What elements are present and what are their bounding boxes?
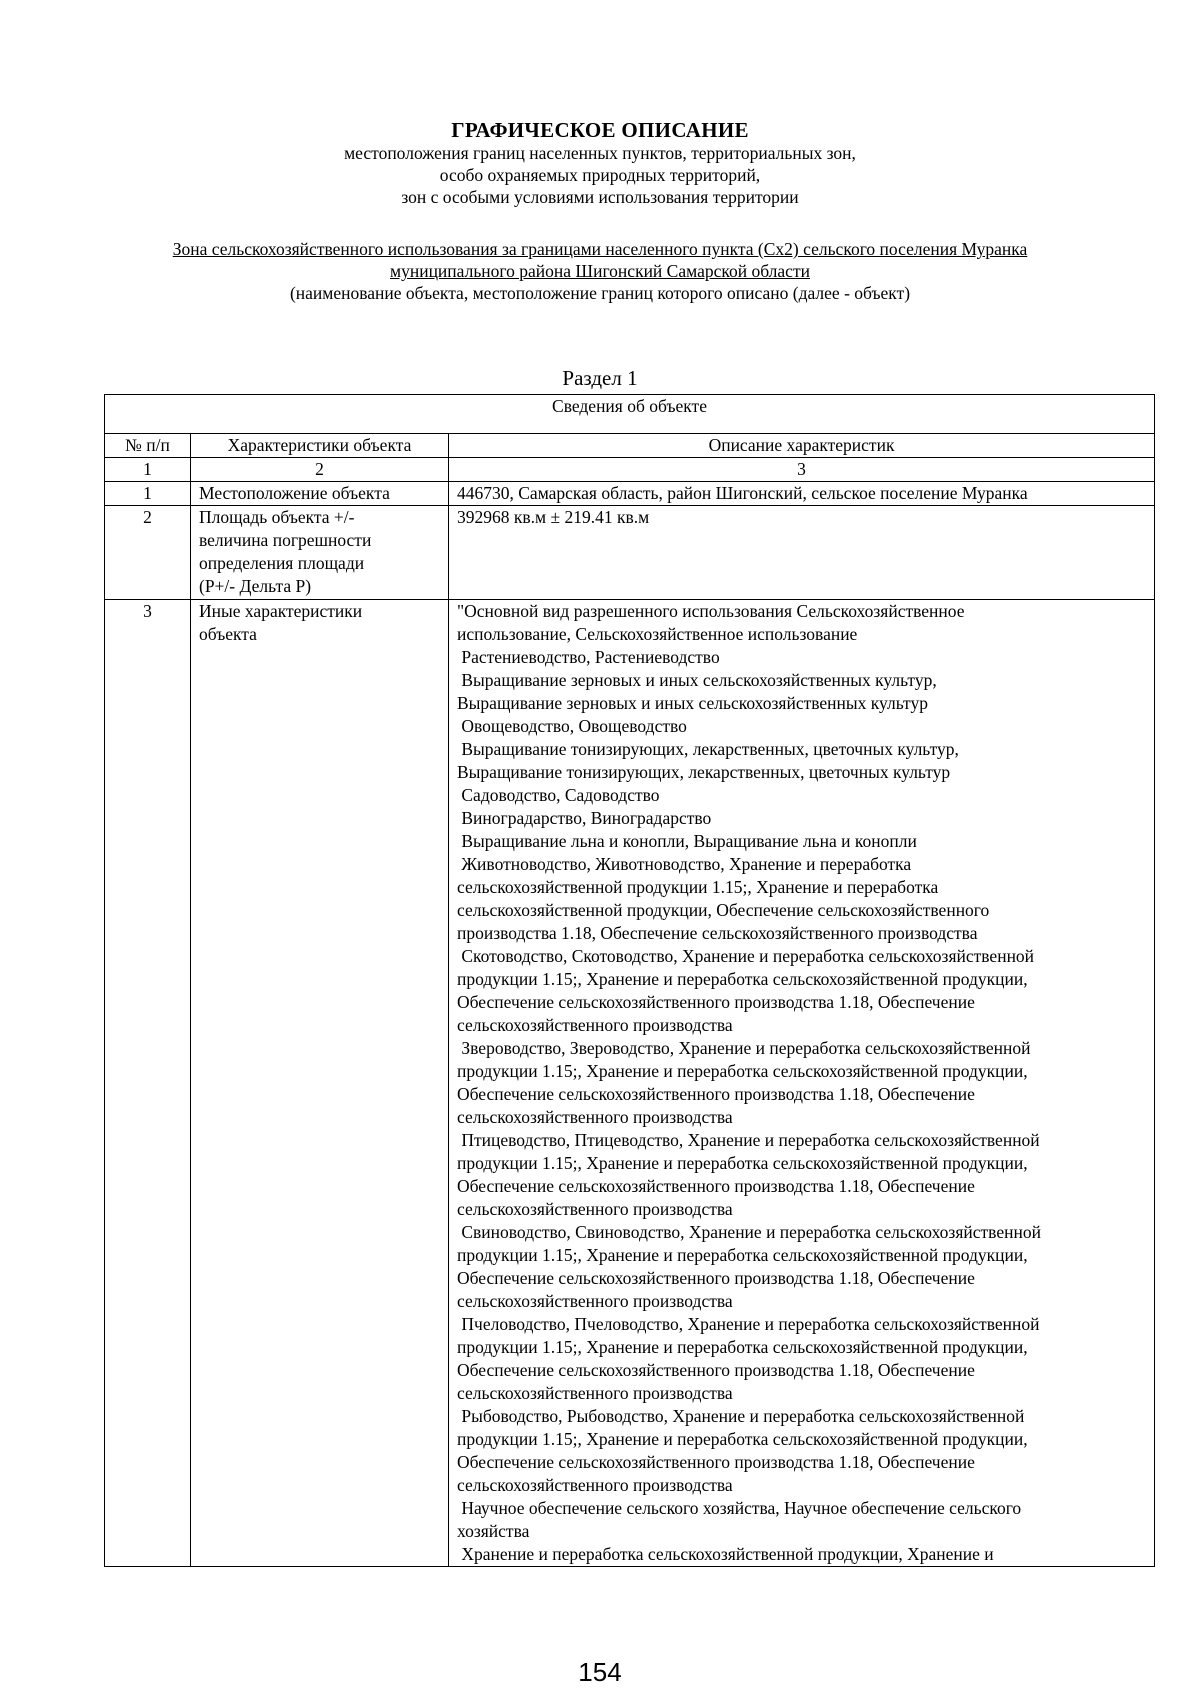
characteristic-line: объекта [199,624,257,644]
description-line: Пчеловодство, Пчеловодство, Хранение и переработка сельскохозяйственной [457,1314,1040,1334]
table-row [105,600,1155,1567]
column-numbers-row [105,458,1155,482]
description-line: Выращивание зерновых и иных сельскохозяйственных культур [457,693,928,713]
description-line: "Основной вид разрешенного использования Сельскохозяйственное [457,601,965,621]
description-line: Обеспечение сельскохозяйственного производства 1.18, Обеспечение [457,1084,975,1104]
subtitle-line: зон с особыми условиями использования территории [401,187,799,207]
header-description: Описание характеристик [449,434,1155,458]
document-header [0,118,1200,208]
description-line: Садоводство, Садоводство [457,785,660,805]
table-header-row [105,434,1155,458]
table-caption-row [105,395,1155,434]
description-line: Выращивание тонизирующих, лекарственных, цветочных культур, [457,739,959,759]
column-number: 1 [105,458,191,482]
characteristic-line: величина погрешности [199,530,372,550]
object-name-block [0,238,1200,304]
row-description: 446730, Самарская область, район Шигонский, сельское поселение Муранка [449,482,1155,506]
row-characteristic [191,600,449,1567]
description-line: Птицеводство, Птицеводство, Хранение и переработка сельскохозяйственной [457,1130,1040,1150]
subtitle-line: особо охраняемых природных территорий, [439,165,761,185]
description-line: Хранение и переработка сельскохозяйственной продукции, Хранение и [457,1544,994,1564]
description-line: Научное обеспечение сельского хозяйства, Научное обеспечение сельского [457,1498,1022,1518]
description-line: сельскохозяйственного производства [457,1015,733,1035]
characteristic-line: Иные характеристики [199,601,363,621]
description-line: Скотоводство, Скотоводство, Хранение и переработка сельскохозяйственной [457,946,1035,966]
characteristic-line: (P+/- Дельта P) [199,576,312,596]
description-line: сельскохозяйственного производства [457,1291,733,1311]
row-description: 392968 кв.м ± 219.41 кв.м [449,506,1155,600]
column-number: 3 [449,458,1155,482]
description-line: сельскохозяйственного производства [457,1475,733,1495]
column-number: 2 [191,458,449,482]
description-line: Обеспечение сельскохозяйственного производства 1.18, Обеспечение [457,1176,975,1196]
description-line: Обеспечение сельскохозяйственного производства 1.18, Обеспечение [457,992,975,1012]
description-line: продукции 1.15;, Хранение и переработка сельскохозяйственной продукции, [457,1429,1028,1449]
description-line: Обеспечение сельскохозяйственного производства 1.18, Обеспечение [457,1452,975,1472]
row-number: 2 [105,506,191,600]
description-line: Растениеводство, Растениеводство [457,647,720,667]
description-line: сельскохозяйственной продукции 1.15;, Хранение и переработка [457,877,939,897]
description-line: Рыбоводство, Рыбоводство, Хранение и переработка сельскохозяйственной [457,1406,1025,1426]
section-title: Раздел 1 [562,366,638,390]
table-row [105,482,1155,506]
description-line: Животноводство, Животноводство, Хранение и переработка [457,854,912,874]
row-number: 1 [105,482,191,506]
description-line: сельскохозяйственного производства [457,1383,733,1403]
subtitle-line: местоположения границ населенных пунктов, территориальных зон, [344,143,856,163]
header-characteristic: Характеристики объекта [191,434,449,458]
description-line: продукции 1.15;, Хранение и переработка сельскохозяйственной продукции, [457,969,1028,989]
table-row [105,506,1155,600]
description-line: сельскохозяйственного производства [457,1107,733,1127]
description-line: использование, Сельскохозяйственное использование [457,624,858,644]
description-line: Виноградарство, Виноградарство [457,808,712,828]
object-name-line: муниципального района Шигонский Самарской области [390,261,810,281]
description-line: Обеспечение сельскохозяйственного производства 1.18, Обеспечение [457,1268,975,1288]
description-line: продукции 1.15;, Хранение и переработка сельскохозяйственной продукции, [457,1245,1028,1265]
description-line: производства 1.18, Обеспечение сельскохозяйственного производства [457,923,978,943]
description-line: хозяйства [457,1521,530,1541]
row-characteristic: Местоположение объекта [191,482,449,506]
characteristic-line: Площадь объекта +/- [199,507,355,527]
description-line: продукции 1.15;, Хранение и переработка сельскохозяйственной продукции, [457,1337,1028,1357]
object-caption: (наименование объекта, местоположение границ которого описано (далее - объект) [289,283,911,303]
description-line: Звероводство, Звероводство, Хранение и переработка сельскохозяйственной [457,1038,1031,1058]
row-description [449,600,1155,1567]
description-line: продукции 1.15;, Хранение и переработка сельскохозяйственной продукции, [457,1153,1028,1173]
header-num: № п/п [105,434,191,458]
row-characteristic [191,506,449,600]
object-info-table [104,394,1155,1567]
description-line: Свиноводство, Свиноводство, Хранение и переработка сельскохозяйственной [457,1222,1041,1242]
description-line: Обеспечение сельскохозяйственного производства 1.18, Обеспечение [457,1360,975,1380]
description-line: сельскохозяйственной продукции, Обеспечение сельскохозяйственного [457,900,990,920]
table-caption: Сведения об объекте [105,395,1155,434]
description-line: сельскохозяйственного производства [457,1199,733,1219]
description-line: Овощеводство, Овощеводство [457,716,687,736]
description-line: Выращивание льна и конопли, Выращивание льна и конопли [457,831,917,851]
object-name-line: Зона сельскохозяйственного использования за границами населенного пункта (Сх2) сельского поселения Муранка [172,239,1028,259]
row-number: 3 [105,600,191,1567]
description-line: Выращивание зерновых и иных сельскохозяйственных культур, [457,670,937,690]
description-line: продукции 1.15;, Хранение и переработка сельскохозяйственной продукции, [457,1061,1028,1081]
page-number: 154 [578,1657,622,1687]
document-title: ГРАФИЧЕСКОЕ ОПИСАНИЕ [451,118,749,142]
description-line: Выращивание тонизирующих, лекарственных, цветочных культур [457,762,951,782]
characteristic-line: определения площади [199,553,365,573]
